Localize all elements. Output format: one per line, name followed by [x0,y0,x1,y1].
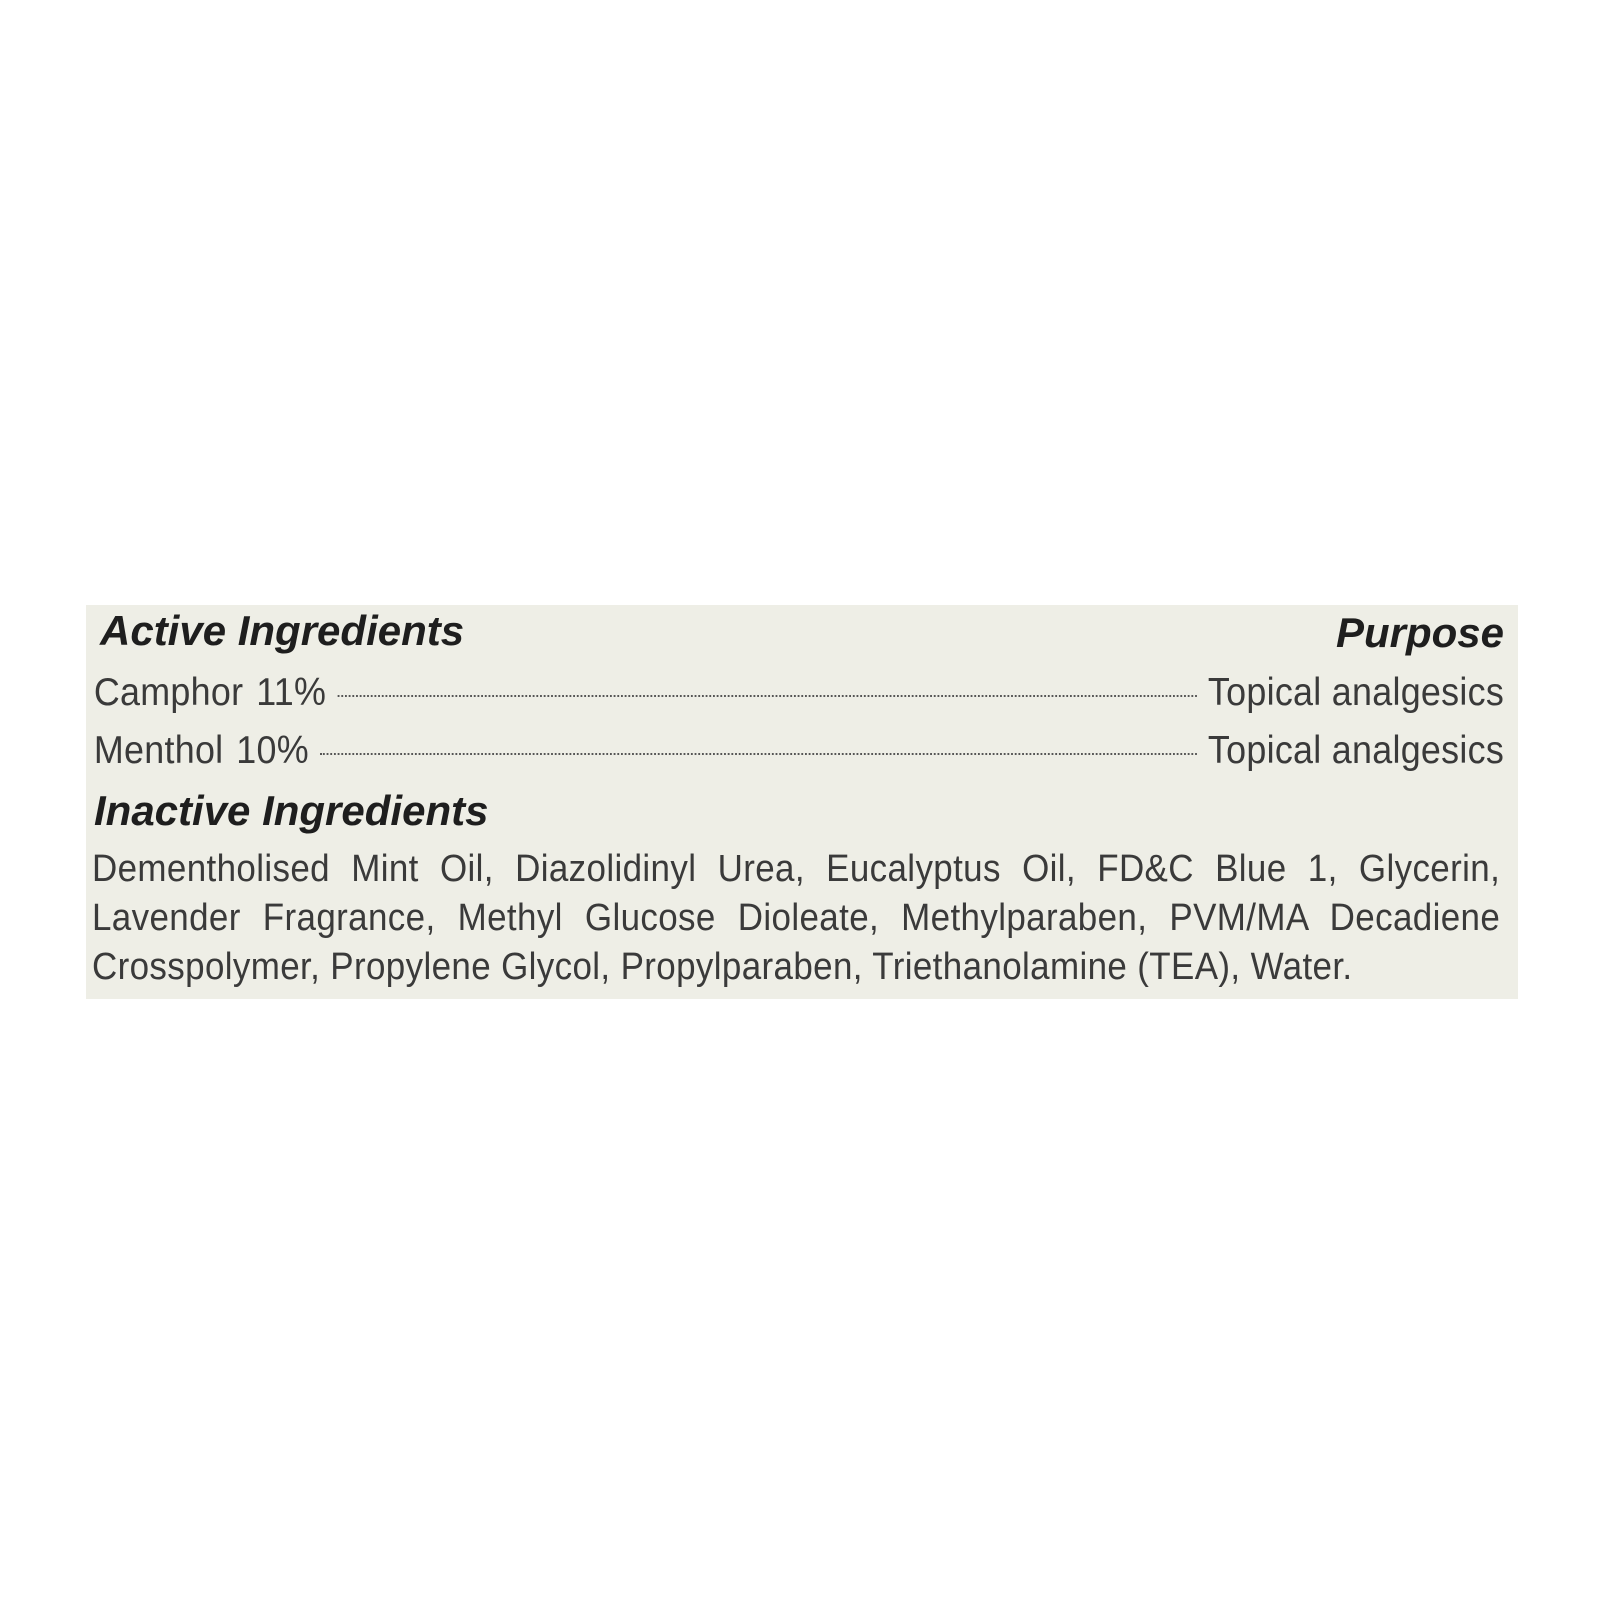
dotted-leader [320,753,1197,755]
drug-facts-panel [86,605,1518,999]
ingredient-purpose: Topical analgesics [1207,729,1505,772]
ingredient-name: Camphor [93,671,244,714]
active-ingredients-heading: Active Ingredients [100,607,465,654]
ingredient-name-cell [92,729,309,773]
ingredient-name-cell [92,671,326,715]
ingredient-percent: 11% [256,671,327,714]
ingredient-percent: 10% [236,729,309,772]
ingredient-purpose: Topical analgesics [1207,671,1505,714]
active-ingredient-row [92,671,1504,729]
dotted-leader [337,695,1197,697]
active-ingredient-row [92,729,1504,787]
inactive-ingredients-heading: Inactive Ingredients [94,787,489,834]
inactive-ingredients-list: Dementholised Mint Oil, Diazolidinyl Urea, Eucalyptus Oil, FD&C Blue 1, Glycerin, Lavender Fragrance, Methyl Glucose Dioleate, Methylparaben, PVM/MA Decadiene Crosspolymer, Propylene Glycol, Propylparaben, Triethanolamine (TEA), Water. [92,848,1501,988]
ingredient-name: Menthol [93,729,224,772]
purpose-heading: Purpose [1335,609,1504,656]
active-ingredients-header-row [92,605,1504,671]
